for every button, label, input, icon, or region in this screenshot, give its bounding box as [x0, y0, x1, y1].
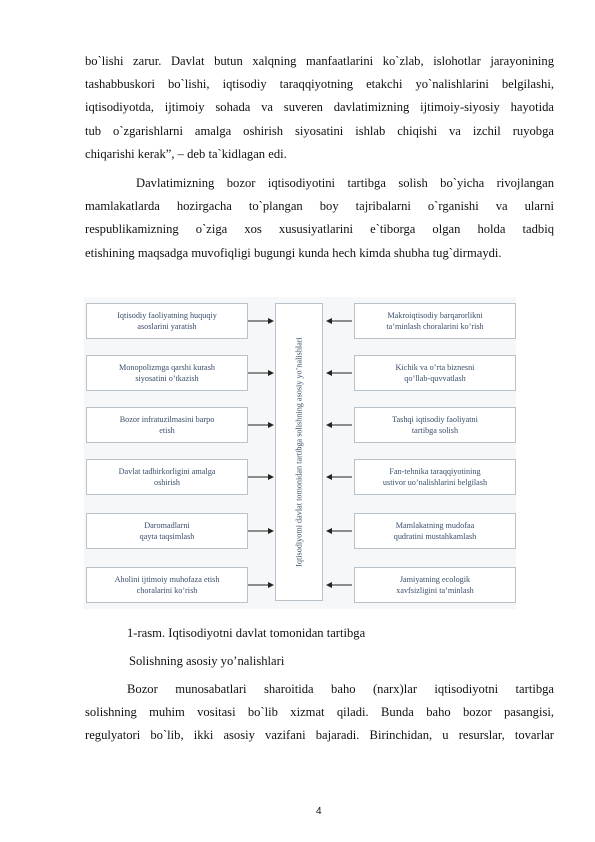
figure-caption-continued: Solishning asosiy yo’nalishlari: [129, 654, 285, 668]
paragraph-2: [85, 172, 554, 265]
text-line: iqtisodiyotda, ijtimoiy sohada va suveren davlatimizning ijtimoiy-siyosiy hayotida: [85, 100, 554, 115]
right-box-5: Mamlakatning mudofaa qudratini mustahkamlash: [354, 513, 516, 549]
text-line: mamlakatlarda hozirgacha to`plangan boy tajribalarni o`rganishi va ularni: [85, 199, 554, 214]
left-box-6: Aholini ijtimoiy muhofaza etish choralarini ko’rish: [86, 567, 248, 603]
paragraph-3: [85, 678, 554, 748]
left-box-2: Monopolizmga qarshi kurash siyosatini o’tkazish: [86, 355, 248, 391]
text-line: solishning muhim vositasi bo`lib xizmat qiladi. Bunda baho bozor pasangisi,: [85, 705, 554, 720]
text-line: regulyatori bo`lib, ikki asosiy vazifani bajaradi. Birinchidan, u resurslar, tovarlar: [85, 728, 554, 743]
text-line: Davlatimizning bozor iqtisodiyotini tartibga solish bo`yicha rivojlangan: [136, 176, 554, 190]
text-line: etishining maqsadga muvofiqligi bugungi kunda hech kimda shubha tug`dirmaydi.: [85, 245, 502, 260]
regulation-directions-diagram: [84, 297, 516, 609]
right-box-2: Kichik va o’rta biznesni qo’llab-quvvatlash: [354, 355, 516, 391]
right-box-1: Makroiqtisodiy barqarorlikni ta’minlash choralarini ko’rish: [354, 303, 516, 339]
paragraph-1: [85, 50, 554, 166]
text-line: tub o`zgarishlarni amalga oshirish siyosatini ishlab chiqishi va izchil ruyobga: [85, 123, 554, 138]
text-line: chiqarishi kerak”, – deb ta`kidlagan edi.: [85, 146, 287, 161]
page-number: 4: [316, 806, 322, 817]
text-line: respublikamizning o`ziga xos xususiyatlarini e`tiborga olgan holda tadbiq: [85, 222, 554, 237]
text-line: bo`lishi zarur. Davlat butun xalqning manfaatlarini ko`zlab, islohotlar jarayonining: [85, 54, 554, 68]
left-box-3: Bozor infratuzilmasini barpo etish: [86, 407, 248, 443]
left-box-1: Iqtisodiy faoliyatning huquqiy asoslarini yaratish: [86, 303, 248, 339]
right-box-6: Jamiyatning ecologik xavfsizligini ta’minlash: [354, 567, 516, 603]
right-box-4: Fan-tehnika taraqqiyotining ustivor uo’nalishlarini belgilash: [354, 459, 516, 495]
left-box-4: Davlat tadbirkorligini amalga oshirish: [86, 459, 248, 495]
text-line: tashabbuskori bo`lishi, iqtisodiy taraqqiyotning etakchi yo`nalishlarini belgilashi,: [85, 77, 554, 92]
text-line: Bozor munosabatlari sharoitida baho (narx)lar iqtisodiyotni tartibga: [127, 682, 554, 696]
figure-caption: 1-rasm. Iqtisodiyotni davlat tomonidan tartibga: [127, 626, 366, 640]
center-box: [275, 303, 323, 601]
left-box-5: Daromadlarni qayta taqsimlash: [86, 513, 248, 549]
right-box-3: Tashqi iqtisodiy faoliyatni tartibga solish: [354, 407, 516, 443]
center-label: Iqtisodiyotni davlat tomonidan tartibga solishning asosiy yo’nalishlari: [294, 337, 304, 567]
